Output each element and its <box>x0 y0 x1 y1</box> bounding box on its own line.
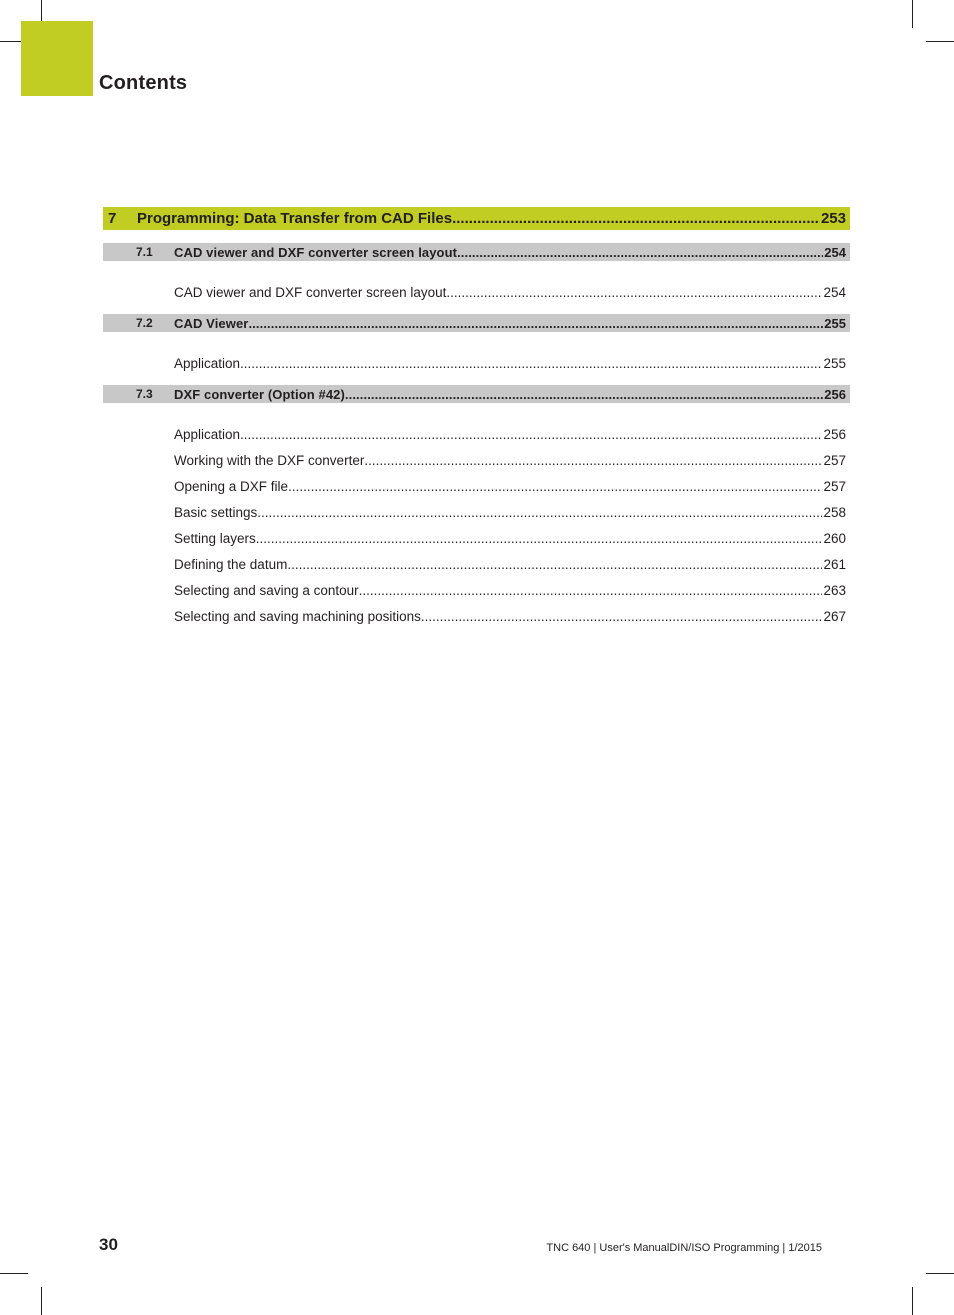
chapter-page: 253 <box>820 210 846 227</box>
dot-leader <box>287 557 822 572</box>
crop-mark <box>912 0 913 28</box>
item-page: 256 <box>823 426 846 442</box>
toc-item[interactable] <box>103 350 850 376</box>
item-title: Selecting and saving machining positions <box>174 608 421 624</box>
dot-leader <box>421 609 823 624</box>
section-title: DXF converter (Option #42) <box>174 386 345 402</box>
item-page: 254 <box>823 284 846 300</box>
dot-leader <box>345 387 823 402</box>
toc-item[interactable] <box>103 473 850 499</box>
dot-leader <box>256 531 823 546</box>
chapter-color-block <box>21 21 93 96</box>
dot-leader <box>452 210 820 227</box>
section-page: 255 <box>824 315 846 331</box>
toc-section[interactable] <box>103 385 850 403</box>
crop-mark <box>912 1287 913 1315</box>
dot-leader <box>364 453 822 468</box>
section-page: 254 <box>824 244 846 260</box>
footer-page-number: 30 <box>99 1235 118 1254</box>
crop-mark <box>926 41 954 42</box>
chapter-number: 7 <box>108 210 117 227</box>
footer-text: TNC 640 | User's ManualDIN/ISO Programming | 1/2015 <box>546 1242 822 1254</box>
section-title: CAD Viewer <box>174 315 249 331</box>
toc-item[interactable] <box>103 421 850 447</box>
item-page: 257 <box>823 452 846 468</box>
item-title: Opening a DXF file <box>174 478 289 494</box>
item-title: Basic settings <box>174 504 258 520</box>
dot-leader <box>359 583 823 598</box>
dot-leader <box>446 285 822 300</box>
crop-mark <box>41 1287 42 1315</box>
item-page: 255 <box>823 355 846 371</box>
toc-item[interactable] <box>103 577 850 603</box>
section-title: CAD viewer and DXF converter screen layout <box>174 244 458 260</box>
toc-item[interactable] <box>103 551 850 577</box>
item-page: 263 <box>823 582 846 598</box>
chapter-title: Programming: Data Transfer from CAD Files <box>137 210 453 227</box>
crop-mark <box>0 1273 28 1274</box>
crop-mark <box>926 1273 954 1274</box>
item-page: 260 <box>823 530 846 546</box>
toc-item[interactable] <box>103 447 850 473</box>
toc-item[interactable] <box>103 279 850 305</box>
item-title: Application <box>174 426 241 442</box>
item-title: Working with the DXF converter <box>174 452 365 468</box>
section-number: 7.3 <box>136 387 153 401</box>
dot-leader <box>457 245 823 260</box>
dot-leader <box>248 316 823 331</box>
item-title: CAD viewer and DXF converter screen layout <box>174 284 447 300</box>
item-title: Setting layers <box>174 530 256 546</box>
page-title: Contents <box>99 72 188 94</box>
dot-leader <box>240 427 822 442</box>
dot-leader <box>240 356 822 371</box>
item-page: 267 <box>823 608 846 624</box>
toc-item[interactable] <box>103 525 850 551</box>
item-page: 258 <box>823 504 846 520</box>
toc-chapter[interactable] <box>103 207 850 230</box>
item-title: Selecting and saving a contour <box>174 582 359 598</box>
toc-item[interactable] <box>103 603 850 629</box>
toc-section[interactable] <box>103 314 850 332</box>
toc-item[interactable] <box>103 499 850 525</box>
toc-section[interactable] <box>103 243 850 261</box>
item-page: 261 <box>823 556 846 572</box>
section-number: 7.1 <box>136 245 153 259</box>
dot-leader <box>257 505 822 520</box>
dot-leader <box>288 479 822 494</box>
item-page: 257 <box>823 478 846 494</box>
section-number: 7.2 <box>136 316 153 330</box>
item-title: Defining the datum <box>174 556 288 572</box>
section-page: 256 <box>824 386 846 402</box>
table-of-contents <box>103 207 850 629</box>
item-title: Application <box>174 355 241 371</box>
